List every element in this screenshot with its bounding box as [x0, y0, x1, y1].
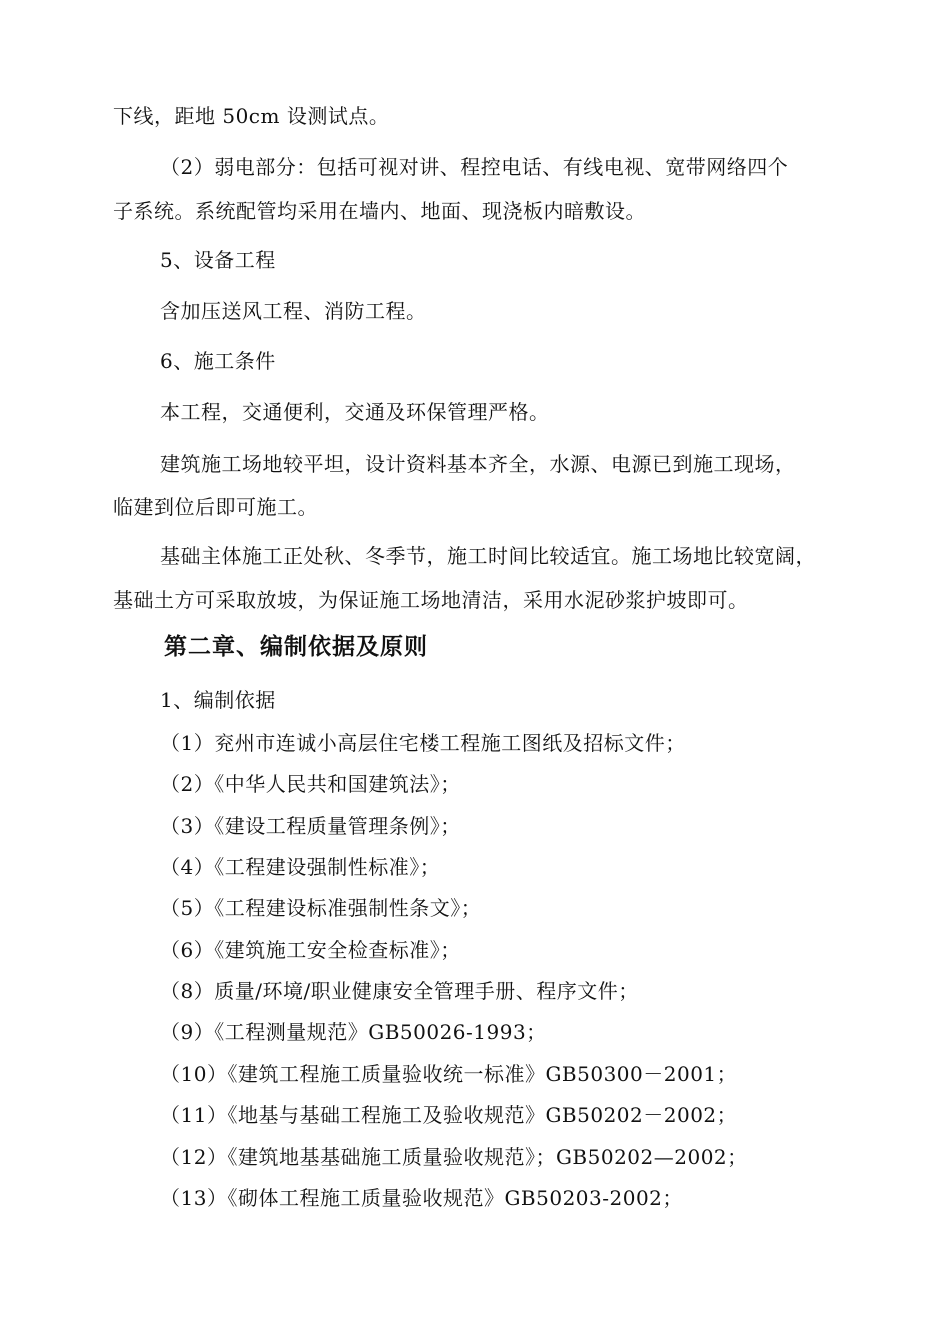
- list-item: （4）《工程建设强制性标准》；: [160, 855, 441, 879]
- paragraph-line: 基础土方可采取放坡，为保证施工场地清洁，采用水泥砂浆护坡即可。: [113, 588, 749, 612]
- list-item: （12）《建筑地基基础施工质量验收规范》；GB50202—2002；: [160, 1145, 748, 1169]
- section-heading-5: 5、设备工程: [160, 248, 276, 272]
- paragraph-line: 建筑施工场地较平坦，设计资料基本齐全，水源、电源已到施工现场，: [160, 452, 796, 476]
- paragraph-line: 子系统。系统配管均采用在墙内、地面、现浇板内暗敷设。: [113, 199, 646, 223]
- section-heading-6: 6、施工条件: [160, 349, 276, 373]
- list-item: （10）《建筑工程施工质量验收统一标准》GB50300－2001；: [160, 1062, 738, 1086]
- paragraph-line: （2）弱电部分：包括可视对讲、程控电话、有线电视、宽带网络四个: [160, 155, 789, 179]
- list-item: （1）兖州市连诚小高层住宅楼工程施工图纸及招标文件；: [160, 731, 686, 755]
- section-heading-1: 1、编制依据: [160, 688, 276, 712]
- list-item: （2）《中华人民共和国建筑法》；: [160, 772, 461, 796]
- list-item: （8）质量/环境/职业健康安全管理手册、程序文件；: [160, 979, 639, 1003]
- paragraph-line: 下线，距地 50cm 设测试点。: [113, 104, 390, 128]
- paragraph-line: 基础主体施工正处秋、冬季节，施工时间比较适宜。施工场地比较宽阔，: [160, 544, 816, 568]
- list-item: （13）《砌体工程施工质量验收规范》GB50203-2002；: [160, 1186, 683, 1210]
- list-item: （11）《地基与基础工程施工及验收规范》GB50202－2002；: [160, 1103, 738, 1127]
- paragraph-line: 临建到位后即可施工。: [113, 495, 318, 519]
- list-item: （9）《工程测量规范》GB50026-1993；: [160, 1020, 547, 1044]
- list-item: （3）《建设工程质量管理条例》；: [160, 814, 461, 838]
- chapter-title: 第二章、编制依据及原则: [164, 634, 428, 660]
- paragraph-line: 含加压送风工程、消防工程。: [160, 299, 427, 323]
- paragraph-line: 本工程，交通便利，交通及环保管理严格。: [160, 400, 550, 424]
- list-item: （5）《工程建设标准强制性条文》；: [160, 896, 482, 920]
- list-item: （6）《建筑施工安全检查标准》；: [160, 938, 461, 962]
